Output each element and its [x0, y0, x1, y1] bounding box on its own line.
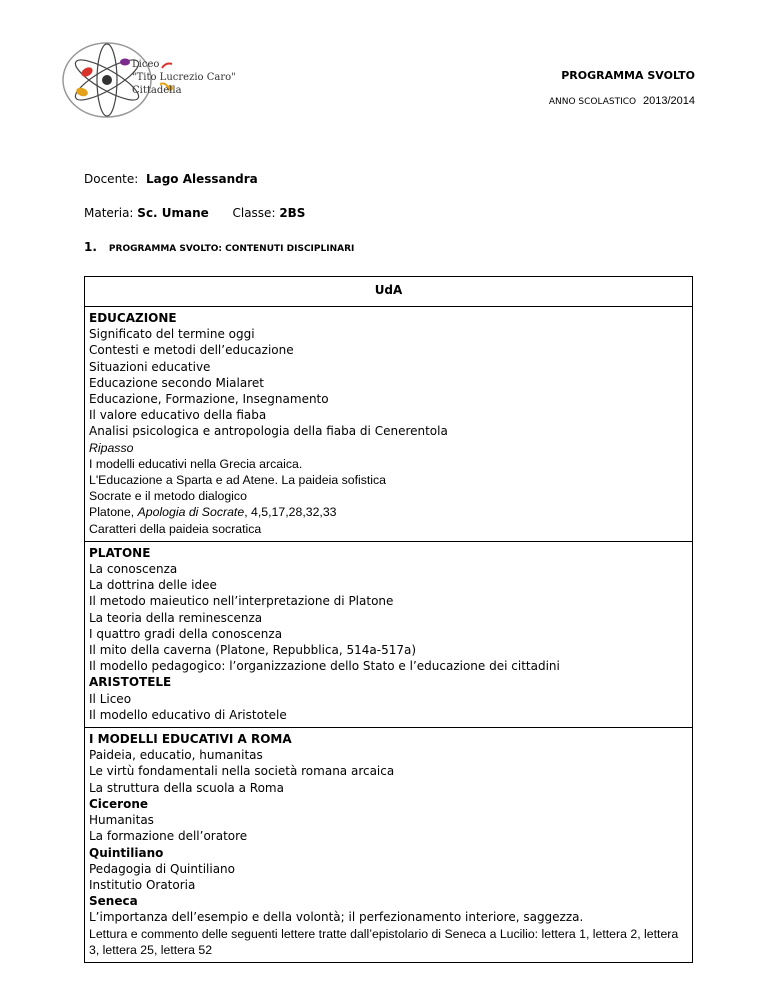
list-item: Humanitas [89, 813, 154, 828]
block-educazione [85, 307, 693, 542]
table-header-row [85, 277, 693, 307]
table-row [85, 541, 693, 727]
table-row [85, 728, 693, 963]
list-item-text: , 4,5,17,28,32,33 [244, 505, 337, 520]
list-item: Il mito della caverna (Platone, Repubblica, 514a-517a) [89, 643, 417, 658]
list-item: Significato del termine oggi [89, 327, 255, 342]
list-item: Pedagogia di Quintiliano [89, 861, 236, 876]
uda-table [84, 276, 693, 963]
section-heading [84, 240, 354, 254]
list-item: I modelli educativi nella Grecia arcaica. [89, 456, 303, 471]
list-item: La formazione dell’oratore [89, 829, 248, 844]
list-item: Educazione, Formazione, Insegnamento [89, 392, 329, 407]
subject-row [84, 206, 305, 220]
list-item: Il modello pedagogico: l’organizzazione dello Stato e l’educazione dei cittadini [89, 659, 560, 674]
list-item: Paideia, educatio, humanitas [89, 748, 263, 763]
block-subtitle: Quintiliano [89, 845, 164, 860]
list-item: Caratteri della paideia socratica [89, 521, 262, 536]
block-title: I MODELLI EDUCATIVI A ROMA [89, 732, 292, 747]
logo-line-3: Cittadella [132, 85, 182, 96]
list-item [89, 504, 688, 520]
section-number: 1. [84, 240, 97, 254]
teacher-label: Docente: [84, 172, 139, 186]
list-item: Le virtù fondamentali nella società romana arcaica [89, 764, 395, 779]
book-title: Apologia di Socrate [137, 505, 245, 520]
subject-label: Materia: [84, 206, 134, 220]
table-header: UdA [85, 277, 693, 307]
table-row [85, 307, 693, 542]
block-subtitle: Cicerone [89, 796, 149, 811]
class-value: 2BS [279, 206, 306, 220]
section-title: PROGRAMMA SVOLTO: CONTENUTI DISCIPLINARI [108, 244, 355, 254]
list-item: La struttura della scuola a Roma [89, 780, 284, 795]
list-item: Lettura e commento delle seguenti lettere tratte dall’epistolario di Seneca a Lucilio: lettera 1, lettera 2, lettera 3, lettera 25, lettera 52 [89, 926, 679, 957]
list-item: L'Educazione a Sparta e ad Atene. La paideia sofistica [89, 473, 386, 488]
class-label: Classe: [232, 206, 276, 220]
list-item: Situazioni educative [89, 359, 211, 374]
block-subtitle: Seneca [89, 894, 138, 909]
list-item: La conoscenza [89, 562, 178, 577]
block-title: EDUCAZIONE [89, 311, 177, 325]
list-item: Institutio Oratoria [89, 877, 196, 892]
teacher-name: Lago Alessandra [145, 172, 258, 186]
logo-text [132, 58, 236, 97]
logo-line-2: "Tito Lucrezio Caro" [132, 72, 236, 83]
block-roma [85, 728, 693, 963]
block-subtitle: ARISTOTELE [89, 675, 172, 690]
list-item-text: Platone, [89, 505, 138, 520]
teacher-row [84, 172, 258, 186]
list-item: Educazione secondo Mialaret [89, 375, 264, 390]
list-item: Socrate e il metodo dialogico [89, 489, 247, 504]
list-item: Contesti e metodi dell’educazione [89, 343, 294, 358]
list-item: Analisi psicologica e antropologia della fiaba di Cenerentola [89, 424, 448, 439]
block-platone [85, 541, 693, 727]
document-title: PROGRAMMA SVOLTO [561, 69, 695, 82]
block-title: PLATONE [89, 545, 151, 560]
school-year [549, 95, 695, 107]
list-item: Il Liceo [89, 691, 132, 706]
list-item: Il valore educativo della fiaba [89, 408, 267, 423]
subject-value: Sc. Umane [137, 206, 209, 220]
list-item: Il metodo maieutico nell’interpretazione di Platone [89, 594, 394, 609]
list-item: I quattro gradi della conoscenza [89, 626, 283, 641]
list-item: Il modello educativo di Aristotele [89, 707, 287, 722]
list-item: La teoria della reminescenza [89, 610, 263, 625]
school-year-label: ANNO SCOLASTICO [548, 97, 637, 107]
school-year-value: 2013/2014 [643, 95, 695, 107]
list-item: Ripasso [89, 440, 134, 455]
list-item: La dottrina delle idee [89, 578, 217, 593]
logo-line-1: Liceo [132, 59, 160, 70]
list-item: L’importanza dell’esempio e della volontà; il perfezionamento interiore, saggezza. [89, 910, 584, 925]
